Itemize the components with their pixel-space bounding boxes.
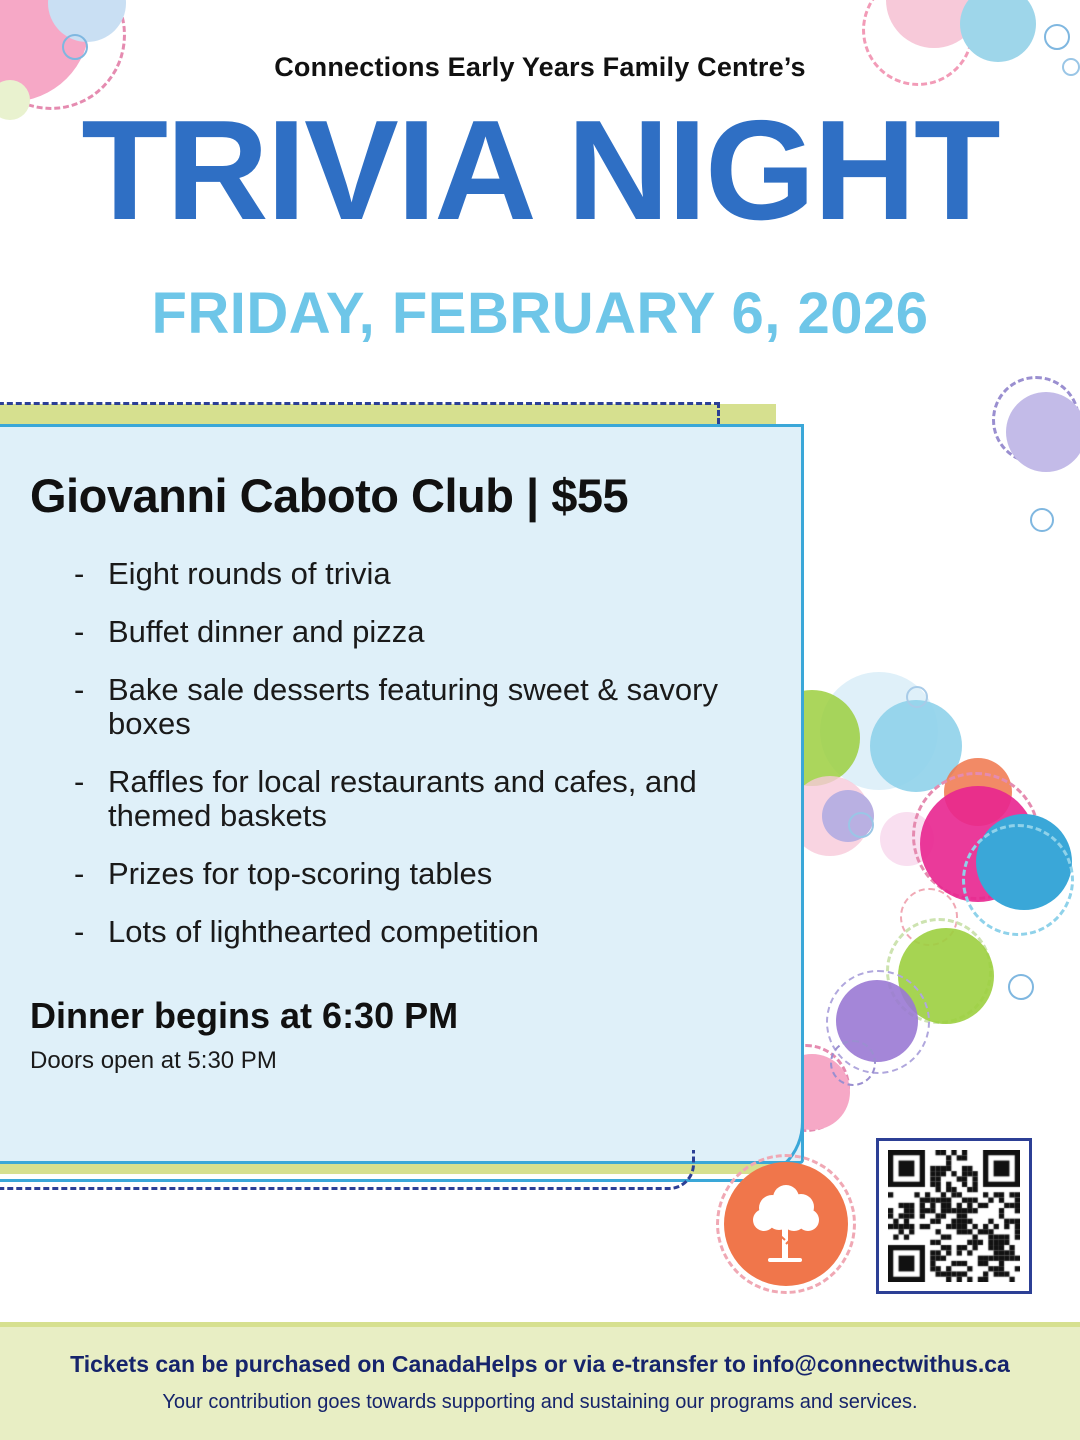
event-date: FRIDAY, FEBRUARY 6, 2026 <box>151 281 929 346</box>
organization-kicker: Connections Early Years Family Centre’s <box>274 52 806 82</box>
footer <box>0 1322 1080 1440</box>
list-item: - Bake sale desserts featuring sweet & savory boxes <box>30 673 730 741</box>
doors-time: Doors open at 5:30 PM <box>30 1047 277 1074</box>
venue-and-price: Giovanni Caboto Club | $55 <box>30 469 629 522</box>
decorative-ring <box>848 812 874 838</box>
list-item: - Lots of lighthearted competition <box>30 915 730 949</box>
footer-ticket-info: Tickets can be purchased on CanadaHelps or via e-transfer to info@connectwithus.ca <box>70 1351 1010 1377</box>
list-item: - Eight rounds of trivia <box>30 557 730 591</box>
qr-code[interactable] <box>876 1138 1032 1294</box>
inclusions-list <box>30 557 730 949</box>
decorative-ring <box>962 824 1074 936</box>
decorative-ring <box>906 686 928 708</box>
decorative-ring <box>1008 974 1034 1000</box>
footer-contribution-note: Your contribution goes towards supporting and sustaining our programs and services. <box>162 1391 918 1413</box>
decorative-ring <box>1030 508 1054 532</box>
page-title: TRIVIA NIGHT <box>81 91 999 250</box>
qr-code-image <box>888 1150 1020 1282</box>
decorative-bubble <box>1006 392 1080 472</box>
tree-icon <box>746 1182 826 1266</box>
list-item: - Raffles for local restaurants and cafes, and themed baskets <box>30 765 730 833</box>
logo-circle <box>724 1162 848 1286</box>
decorative-ring <box>1044 24 1070 50</box>
organization-logo <box>716 1154 856 1294</box>
list-item: - Prizes for top-scoring tables <box>30 857 730 891</box>
panel-dashed-outline-bottom <box>0 1150 695 1190</box>
decorative-ring <box>830 1040 876 1086</box>
dinner-time: Dinner begins at 6:30 PM <box>30 995 459 1036</box>
list-item: - Buffet dinner and pizza <box>30 615 730 649</box>
details-content <box>30 468 730 1075</box>
